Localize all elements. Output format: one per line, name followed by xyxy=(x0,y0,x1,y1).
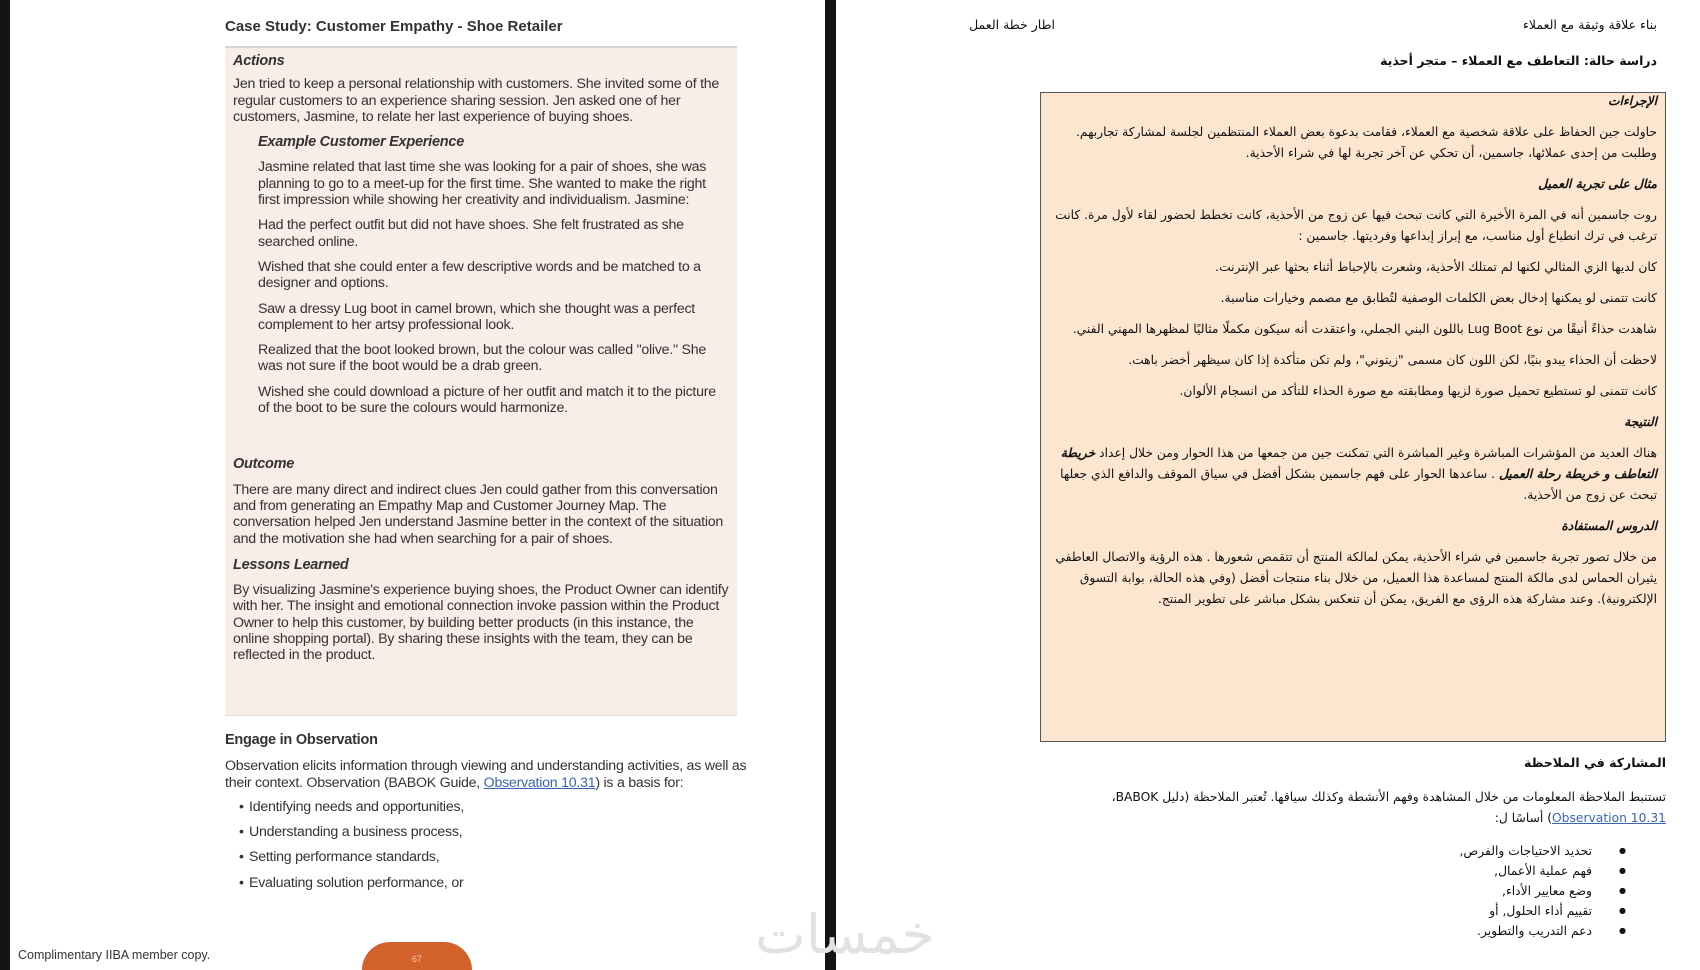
example-paragraph: Wished she could download a picture of her outfit and match it to the picture of the boot to be sure the colours would harmonize. xyxy=(258,383,716,417)
list-item: ● تحديد الاحتياجات والفرص, xyxy=(1036,841,1626,861)
outcome-text-ar xyxy=(1049,443,1657,506)
engage-text-part: تستنبط الملاحظة المعلومات من خلال المشاهدة وفهم الأنشطة وكذلك سياقها. تُعتبر الملاحظة (دليل BABOK، xyxy=(1111,790,1666,804)
list-item: ● فهم عملية الأعمال, xyxy=(1036,861,1626,881)
page-number-badge: 67 xyxy=(362,942,472,970)
engage-text-ar xyxy=(1036,787,1666,829)
case-study-heading: Case Study: Customer Empathy - Shoe Retailer xyxy=(225,18,563,35)
case-study-box xyxy=(225,46,737,716)
example-title-ar: مثال على تجربة العميل xyxy=(1538,177,1657,191)
bullet-list xyxy=(225,799,765,891)
lessons-title: Lessons Learned xyxy=(233,556,349,573)
lessons-title-ar: الدروس المستفادة xyxy=(1561,519,1657,533)
bullet-list-ar xyxy=(1036,841,1666,941)
actions-text: Jen tried to keep a personal relationship with customers. She invited some of the regular customers to an experience sharing session. Jen asked one of her customers, Jasmine, to relate her last experience of buying shoes. xyxy=(233,76,720,125)
engage-text-part: Observation elicits information through viewing and understanding activities, as well as their context. Observation (BABOK Guide, xyxy=(225,758,747,791)
engage-text-part: ) أساسًا ل: xyxy=(1494,811,1552,825)
footer-copy-notice: Complimentary IIBA member copy. xyxy=(18,948,211,962)
engage-section-ar xyxy=(1036,752,1666,941)
engage-text-part: ) is a basis for: xyxy=(595,774,684,791)
list-item: ● دعم التدريب والتطوير. xyxy=(1036,921,1626,941)
example-paragraph-ar: كانت تتمنى لو تستطيع تحميل صورة لزيها ومطابقته مع صورة الحذاء للتأكد من انسجام الألوان. xyxy=(1179,384,1657,398)
list-item: • Identifying needs and opportunities, xyxy=(239,799,765,815)
list-item: ● تقييم أداء الحلول, أو xyxy=(1036,901,1626,921)
list-item: • Evaluating solution performance, or xyxy=(239,875,765,891)
outcome-title-ar: النتيجة xyxy=(1624,415,1657,429)
engage-text xyxy=(225,758,765,791)
arabic-page xyxy=(836,0,1700,970)
example-section xyxy=(233,134,729,416)
example-paragraph: Jasmine related that last time she was looking for a pair of shoes, she was planning to go to a meet-up for the first time. She wanted to make the right first impression while showing her creativity and individualism. Jasmine: xyxy=(258,159,707,209)
example-paragraph-ar: لاحظت أن الحذاء يبدو بنيًا، لكن اللون كان مسمى "زيتوني"، ولم تكن متأكدة إذا كان سيظهر أخضر باهت. xyxy=(1128,353,1657,367)
actions-title: Actions xyxy=(233,53,285,69)
actions-title-ar: الإجراءات xyxy=(1607,94,1657,108)
outcome-emphasis: خريطة التعاطف و خريطة رحلة العميل xyxy=(1060,446,1657,481)
outcome-text-part: . ساعدها الحوار على فهم جاسمين بشكل أفضل في سياق الموقف والدافع الذي جعلها تبحث عن زوج من الأحذية. xyxy=(1060,467,1657,502)
observation-link-ar[interactable]: Observation 10.31 xyxy=(1552,811,1666,825)
case-study-box-ar xyxy=(1040,92,1666,742)
engage-title: Engage in Observation xyxy=(225,732,378,748)
example-paragraph-ar: كانت تتمنى لو يمكنها إدخال بعض الكلمات الوصفية لتُطابق مع مصمم وخيارات مناسبة. xyxy=(1220,291,1657,305)
list-item: • Understanding a business process, xyxy=(239,824,765,840)
engage-section xyxy=(225,732,765,900)
lessons-text: By visualizing Jasmine's experience buying shoes, the Product Owner can identify with her. The insight and emotional connection invoke passion within the Product Owner to help this customer, by building better products (in this instance, the online shopping portal). By sharing these insights with the team, they can be reflected in the product. xyxy=(233,582,729,664)
example-paragraph: Wished that she could enter a few descriptive words and be matched to a designer and options. xyxy=(258,258,701,292)
list-item: • Setting performance standards, xyxy=(239,849,765,865)
lessons-text-ar: من خلال تصور تجربة جاسمين في شراء الأحذية، يمكن لمالكة المنتج أن تتقمص شعورها . هذه الرؤية والاتصال العاطفي يثيران الحماس لدى مالكة المنتج لمساعدة هذا العميل، من خلال بناء منتجات أفضل (وفي هذه الحالة، بوابة التسوق الإلكترونية). وعند مشاركة هذه الرؤى مع الفريق، يمكن أن تنعكس بشكل مباشر على تطوير المنتج. xyxy=(1055,550,1657,606)
example-paragraph-ar: شاهدت حذاءً أنيقًا من نوع Lug Boot باللون البني الجملي، واعتقدت أنه سيكون مكملًا مثاليًا لمظهرها المهني الفني. xyxy=(1072,322,1657,336)
header-framework: اطار خطة العمل xyxy=(969,17,1055,32)
english-page xyxy=(10,0,825,970)
outcome-text: There are many direct and indirect clues Jen could gather from this conversation and from generating an Empathy Map and Customer Journey Map. The conversation helped Jen understand Jasmine better in the context of the situation and the motivation she had when searching for a pair of shoes. xyxy=(233,481,724,547)
example-paragraph-ar: كان لديها الزي المثالي لكنها لم تمتلك الأحذية، وشعرت بالإحباط أثناء بحثها عبر الإنترنت. xyxy=(1215,260,1657,274)
example-paragraph: Realized that the boot looked brown, but the colour was called "olive." She was not sure if the boot would be a drab green. xyxy=(258,342,706,375)
watermark-logo: خمسات xyxy=(755,903,936,966)
case-study-heading-ar: دراسة حالة: التعاطف مع العملاء – متجر أحذية xyxy=(1380,53,1657,68)
engage-title-ar: المشاركة في الملاحظة xyxy=(1524,755,1666,770)
outcome-text-part: هناك العديد من المؤشرات المباشرة وغير المباشرة التي تمكنت جين من جمعها من هذا الحوار ومن خلال إعداد xyxy=(1095,446,1657,460)
example-title: Example Customer Experience xyxy=(258,134,465,151)
example-paragraph: Saw a dressy Lug boot in camel brown, which she thought was a perfect complement to her artsy professional look. xyxy=(258,300,695,333)
observation-link[interactable]: Observation 10.31 xyxy=(483,774,596,791)
actions-text-ar: حاولت جين الحفاظ على علاقة شخصية مع العملاء، فقامت بدعوة بعض العملاء المنتظمين لجلسة لمشاركة تجاربهم. وطلبت من إحدى عملائها، جاسمين، أن تحكي عن آخر تجربة لها في شراء الأحذية. xyxy=(1075,125,1657,160)
outcome-title: Outcome xyxy=(233,456,295,473)
example-paragraph: Had the perfect outfit but did not have shoes. She felt frustrated as she searched online. xyxy=(258,217,684,250)
example-paragraph-ar: روت جاسمين أنه في المرة الأخيرة التي كانت تبحث فيها عن زوج من الأحذية، كانت تخطط لحضور لقاء لأول مرة. كانت ترغب في ترك انطباع أول مناسب، مع إبراز إبداعها وفرديتها. جاسمين : xyxy=(1055,208,1657,243)
header-chapter: بناء علاقة وثيقة مع العملاء xyxy=(1523,17,1657,32)
list-item: ● وضع معايير الأداء, xyxy=(1036,881,1626,901)
